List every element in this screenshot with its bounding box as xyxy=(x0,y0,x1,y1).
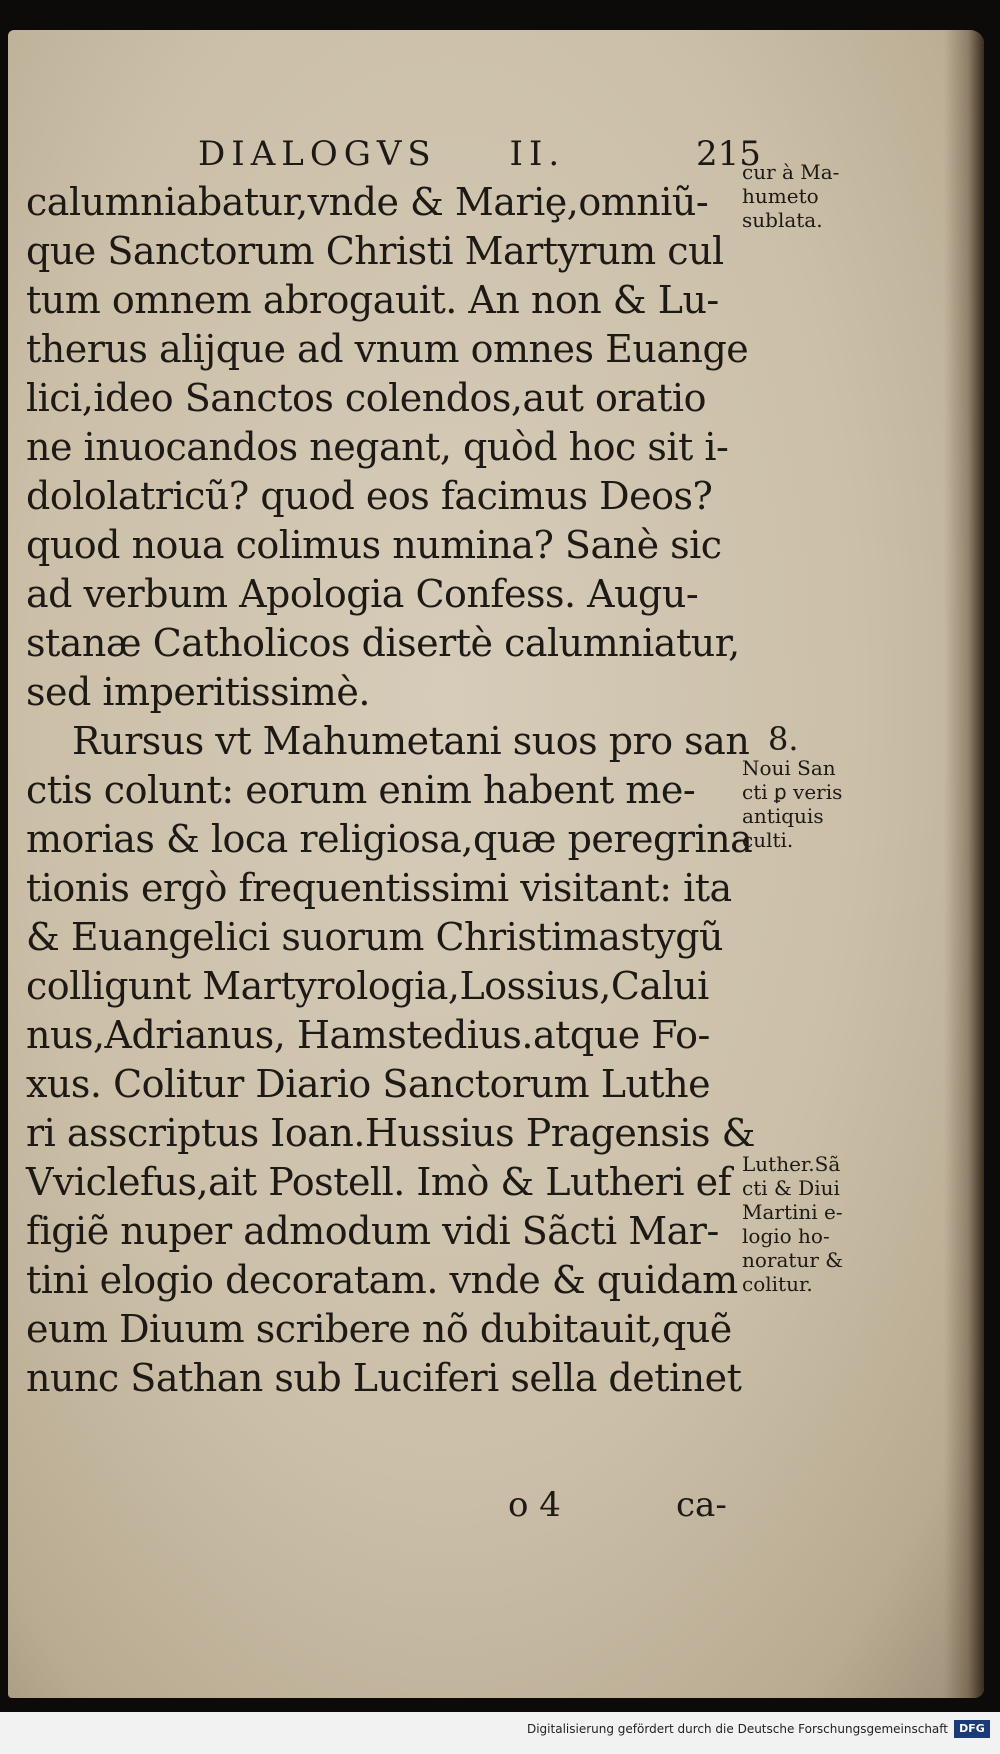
section-number: 8. xyxy=(768,720,799,758)
body-text xyxy=(26,178,755,1403)
text-line: figiẽ nuper admodum vidi Sãcti Mar- xyxy=(26,1209,719,1253)
text-line: nus,Adrianus, Hamstedius.atque Fo- xyxy=(26,1013,710,1057)
header-title: DIALOGVS xyxy=(198,134,437,174)
text-line: Rursus vt Mahumetani suos pro san xyxy=(72,719,750,763)
text-line: tionis ergò frequentissimi visitant: ita xyxy=(26,866,732,910)
margin-note: Luther.Sã cti & Diui Martini e- logio ho- noratur & colitur. xyxy=(742,1152,844,1296)
signature-mark: o 4 xyxy=(508,1485,561,1525)
text-line: calumniabatur,vnde & Mariȩ,omniũ- xyxy=(26,180,709,224)
text-line: tini elogio decoratam. vnde & quidam xyxy=(26,1258,738,1302)
text-line: ctis colunt: eorum enim habent me- xyxy=(26,768,696,812)
page-gutter xyxy=(944,30,984,1698)
text-line: nunc Sathan sub Luciferi sella detinet xyxy=(26,1356,742,1400)
text-line: quod noua colimus numina? Sanè sic xyxy=(26,523,722,567)
margin-note: cur à Ma- humeto sublata. xyxy=(742,160,840,232)
catchword: ca- xyxy=(676,1485,727,1525)
running-header xyxy=(198,134,565,174)
text-line: que Sanctorum Christi Martyrum cul xyxy=(26,229,724,273)
text-line: xus. Colitur Diario Sanctorum Luthe xyxy=(26,1062,711,1106)
text-line: morias & loca religiosa,quæ peregrina xyxy=(26,817,753,861)
text-line: tum omnem abrogauit. An non & Lu- xyxy=(26,278,719,322)
credit-text: Digitalisierung gefördert durch die Deutsche Forschungsgemeinschaft xyxy=(526,1722,948,1736)
credit-bar xyxy=(0,1712,1000,1754)
text-line: lici,ideo Sanctos colendos,aut oratio xyxy=(26,376,706,420)
book-page xyxy=(8,30,984,1698)
margin-note: Noui San cti ꝑ veris antiquis culti. xyxy=(742,756,843,852)
text-line: sed imperitissimè. xyxy=(26,670,370,714)
folio-number: 215 xyxy=(696,134,761,174)
text-line: stanæ Catholicos disertè calumniatur, xyxy=(26,621,740,665)
text-line: & Euangelici suorum Christimastygũ xyxy=(26,915,724,959)
text-line: dololatricũ? quod eos facimus Deos? xyxy=(26,474,713,518)
text-line: therus alijque ad vnum omnes Euange xyxy=(26,327,749,371)
text-line: ne inuocandos negant, quòd hoc sit i- xyxy=(26,425,729,469)
text-line: eum Diuum scribere nõ dubitauit,quẽ xyxy=(26,1307,732,1351)
header-number: II. xyxy=(509,134,566,174)
text-line: ri asscriptus Ioan.Hussius Pragensis & xyxy=(26,1111,755,1155)
dfg-logo: DFG xyxy=(954,1720,990,1738)
text-line: colligunt Martyrologia,Lossius,Calui xyxy=(26,964,709,1008)
text-line: ad verbum Apologia Confess. Augu- xyxy=(26,572,699,616)
text-line: Vviclefus,ait Postell. Imò & Lutheri ef xyxy=(26,1160,732,1204)
